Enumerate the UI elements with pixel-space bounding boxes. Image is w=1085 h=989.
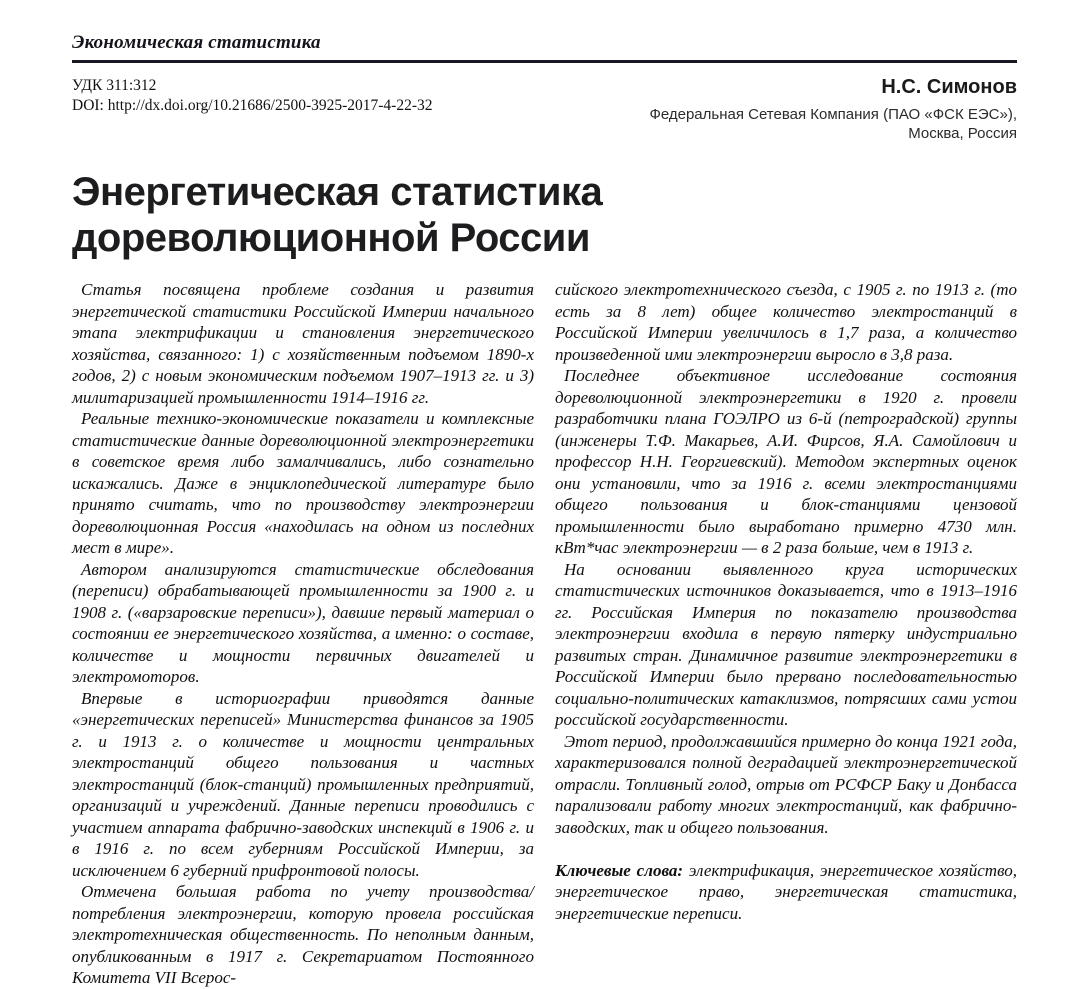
doi-link[interactable]: DOI: http://dx.doi.org/10.21686/2500-3925-2017-4-22-32 bbox=[72, 97, 433, 114]
affiliation-line-1: Федеральная Сетевая Компания (ПАО «ФСК ЕЭС»), bbox=[649, 106, 1017, 123]
abstract-paragraph: Этот период, продолжавшийся примерно до конца 1921 года, характеризовался полной деградацией электроэнергетической отрасли. Топливный голод, отрыв от РСФСР Баку и Донбасса парализовали работу многих электростанций, как фабрично-заводских, так и общего пользования. bbox=[555, 731, 1017, 837]
abstract-paragraph: Впервые в историографии приводятся данные «энергетических переписей» Министерства финансов за 1905 г. и 1913 г. о количестве и мощности центральных электростанций общего пользования и частных электростанций (блок-станций) промышленных предприятий, организаций и учреждений. Данные переписи проводились с участием аппарата фабрично-заводских инспекций в 1906 г. и в 1916 г. по всем губерниям Российской Империи, за исключением 6 губерний прифронтовой полосы. bbox=[72, 688, 534, 880]
author-affiliation bbox=[649, 105, 1017, 143]
abstract-paragraph: На основании выявленного круга исторических статистических источников доказывается, что в 1913–1916 гг. Российская Империя по показателю производства электроэнергии входила в первую пятерку индустриально развитых стран. Динамичное развитие электроэнергетики в Российской Империи было прервано последовательностью социально-политических катаклизмов, потрясших сами устои российской государственности. bbox=[555, 559, 1017, 729]
article-title-line-1: Энергетическая статистика bbox=[72, 170, 603, 214]
running-head-section-title: Экономическая статистика bbox=[72, 32, 321, 53]
abstract-paragraph: Реальные технико-экономические показатели и комплексные статистические данные дореволюционной электроэнергетики в советское время либо замалчивались, либо сознательно искажались. Даже в энциклопедической литературе было принято считать, что по производству электроэнергии дореволюционная Россия «находилась на одном из последних мест в мире». bbox=[72, 409, 534, 557]
abstract-left-column bbox=[72, 279, 534, 989]
meta-row bbox=[72, 76, 1017, 143]
article-title bbox=[72, 169, 1017, 261]
abstract-columns bbox=[72, 279, 1017, 989]
abstract-paragraph: Отмечена большая работа по учету производства/потребления электроэнергии, которую провела российская электротехническая общественность. По неполным данным, опубликованным в 1917 г. Секретариатом Постоянного Комитета VII Всерос- bbox=[72, 882, 534, 987]
affiliation-line-2: Москва, Россия bbox=[908, 125, 1017, 142]
abstract-paragraph: Автором анализируются статистические обследования (переписи) обрабатывающей промышленности за 1900 г. и 1908 г. («варзаровские переписи»), давшие первый материал о состоянии ее энергетического хозяйства, а именно: о составе, количестве и мощности первичных двигателей и электромоторов. bbox=[72, 559, 534, 686]
abstract-paragraph: Последнее объективное исследование состояния дореволюционной электроэнергетики в 1920 г. провели разработчики плана ГОЭЛРО из 6-й (петроградской) группы (инженеры Т.Ф. Макарьев, А.И. Фирсов, Я.А. Самойлович и профессор Н.Н. Георгиевский). Методом экспертных оценок они установили, что за 1916 г. всеми электростанциями общего пользования и блок-станциями цензовой промышленности было выработано примерно 4730 млн. кВт*час электроэнергии — в 2 раза больше, чем в 1913 г. bbox=[555, 366, 1017, 557]
author-name: Н.С. Симонов bbox=[881, 76, 1017, 98]
keywords-label: Ключевые слова: bbox=[555, 860, 684, 880]
udc-doi-block bbox=[72, 76, 433, 116]
abstract-paragraph: сийского электротехнического съезда, с 1905 г. по 1913 г. (то есть за 8 лет) общее количество электростанций в Российской Империи увеличилось в 1,7 раза, а количество произведенной ими электроэнергии выросло в 3,8 раза. bbox=[555, 280, 1017, 364]
author-block bbox=[649, 76, 1017, 143]
abstract-right-column bbox=[555, 279, 1017, 989]
header-rule bbox=[72, 60, 1017, 63]
abstract-paragraph: Статья посвящена проблеме создания и развития энергетической статистики Российской Империи начального этапа электрификации и становления энергетического хозяйства, связанного: 1) с хозяйственным подъемом 1890-х годов, 2) с новым экономическим подъемом 1907–1913 гг. и 3) милитаризацией промышленности 1914–1916 гг. bbox=[72, 280, 534, 407]
keywords-paragraph bbox=[555, 860, 1017, 925]
article-title-line-2: дореволюционной России bbox=[72, 216, 590, 260]
udc-code: УДК 311:312 bbox=[72, 77, 157, 94]
keywords-text: электрификация, энергетическое хозяйство, энергетическое право, энергетическая статистика, энергетические переписи. bbox=[555, 860, 1017, 923]
